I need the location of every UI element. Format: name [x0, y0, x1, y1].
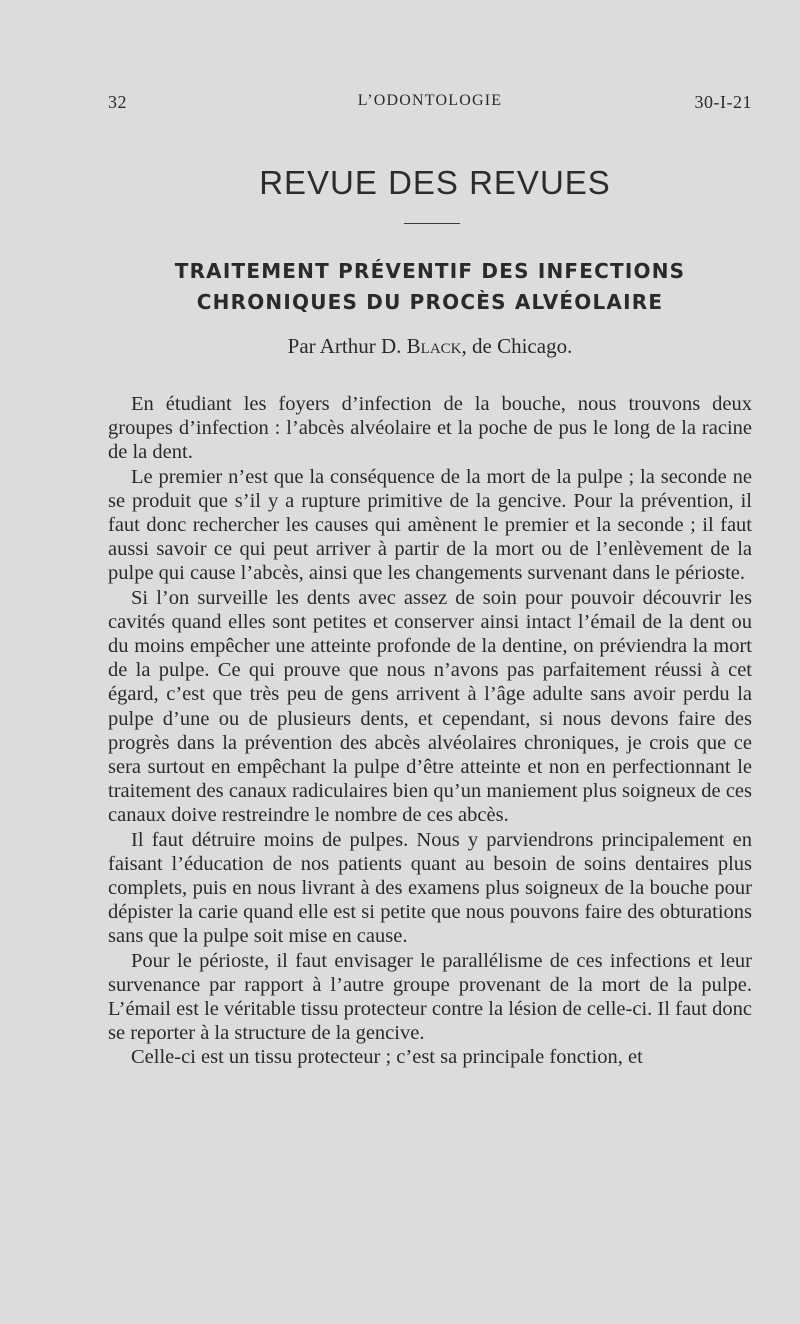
paragraph: Pour le périoste, il faut envisager le parallélisme de ces infections et leur survenance par rapport à l’autre groupe provenant de la mort de la pulpe. L’émail est le véritable tissu protecteur contre la lésion de celle-ci. Il faut donc se reporter à la structure de la gencive. [108, 949, 752, 1045]
running-head [108, 92, 752, 116]
issue-date: 30-I-21 [694, 92, 752, 112]
byline-prefix: Par Arthur D. [287, 334, 407, 358]
paragraph: En étudiant les foyers d’infection de la bouche, nous trouvons deux groupes d’infection : l’abcès alvéolaire et la poche de pus le long de la racine de la dent. [108, 393, 752, 464]
article-title-line-1: TRAITEMENT PRÉVENTIF DES INFECTIONS [174, 259, 686, 283]
paragraph: Le premier n’est que la conséquence de la mort de la pulpe ; la seconde ne se produit que s’il y a rupture primitive de la gencive. Pour la prévention, il faut donc rechercher les causes qui amènent le premier et la seconde ; il faut aussi savoir ce qui peut arriver à partir de la mort ou de l’enlèvement de la pulpe qui cause l’abcès, ainsi que les changements survenant dans le périoste. [108, 465, 752, 585]
paragraph: Celle-ci est un tissu protecteur ; c’est sa principale fonction, et [131, 1046, 643, 1069]
article-title [108, 256, 752, 318]
article-title-line-2: CHRONIQUES DU PROCÈS ALVÉOLAIRE [196, 290, 664, 314]
journal-title: L’ODONTOLOGIE [357, 92, 503, 109]
title-divider [404, 223, 460, 224]
section-title: REVUE DES REVUES [259, 164, 611, 201]
page-number: 32 [108, 92, 127, 112]
byline-suffix: , de Chicago. [461, 334, 573, 358]
article-body [108, 392, 752, 1070]
paragraph: Il faut détruire moins de pulpes. Nous y parviendrons principalement en faisant l’éducation de nos patients quant au besoin de soins dentaires plus complets, puis en nous livrant à des examens plus soigneux de la bouche pour dépister la carie quand elle est si petite que nous pouvons faire des obturations sans que la pulpe soit mise en cause. [108, 828, 752, 948]
author-surname: Black [406, 334, 462, 358]
byline [108, 334, 752, 359]
paragraph: Si l’on surveille les dents avec assez de soin pour pouvoir découvrir les cavités quand elles sont petites et conserver ainsi intact l’émail de la dent ou du moins empêcher une atteinte profonde de la dentine, on préviendra la mort de la pulpe. Ce qui prouve que nous n’avons pas parfaitement réussi à cet égard, c’est que très peu de gens arrivent à l’âge adulte sans avoir perdu la pulpe d’une ou de plusieurs dents, et cependant, si nous devons faire des progrès dans la prévention des abcès alvéolaires chroniques, je crois que ce sera surtout en empêchant la pulpe d’être atteinte et non en perfectionnant le traitement des canaux radiculaires bien qu’un maniement plus soigneux de ces canaux doive restreindre le nombre de ces abcès. [108, 586, 752, 827]
